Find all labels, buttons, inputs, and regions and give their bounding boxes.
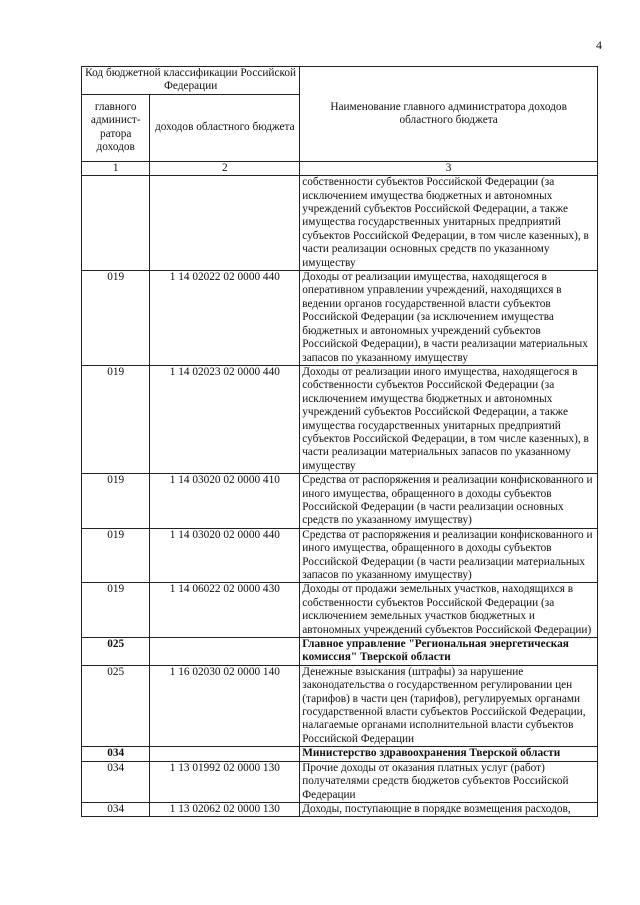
- revenue-name-cell: Главное управление "Региональная энергетическая комиссия" Тверской области: [300, 638, 598, 666]
- admin-code-cell: 019: [82, 365, 150, 473]
- header-name-cell: Наименование главного администратора доходов областного бюджета: [300, 67, 598, 162]
- table-row: [82, 583, 598, 638]
- table-row: [82, 474, 598, 529]
- table-row: [82, 747, 598, 761]
- column-number-3: 3: [300, 161, 598, 175]
- admin-code-cell: 025: [82, 665, 150, 746]
- revenue-code-cell: 1 14 06022 02 0000 430: [150, 583, 300, 638]
- revenue-name-cell: Министерство здравоохранения Тверской области: [300, 747, 598, 761]
- admin-code-cell: 019: [82, 528, 150, 583]
- revenue-name-cell: Доходы от продажи земельных участков, находящихся в собственности субъектов Российской Федерации (за исключением земельных участков бюджетных и автономных учреждений субъектов Российской Федерации): [300, 583, 598, 638]
- table-row: [82, 176, 598, 271]
- revenue-name-cell: собственности субъектов Российской Федерации (за исключением имущества бюджетных и автономных учреждений субъектов Российской Федерации, а также имущества государственных унитарных предприятий субъектов Российской Федерации, в том числе казенных), в части реализации основных средств по указанному имуществу: [300, 176, 598, 271]
- table-row: [82, 665, 598, 746]
- admin-code-cell: 019: [82, 271, 150, 366]
- table-row: [82, 638, 598, 666]
- revenue-code-cell: 1 14 02022 02 0000 440: [150, 271, 300, 366]
- column-number-1: 1: [82, 161, 150, 175]
- revenue-name-cell: Доходы от реализации иного имущества, находящегося в собственности субъектов Российской Федерации (за исключением имущества бюджетных и автономных учреждений субъектов Российской Федерации, а также имущества государственных унитарных предприятий субъектов Российской Федерации, в том числе казенных), в части реализации материальных запасов по указанному имуществу: [300, 365, 598, 473]
- table-row: [82, 528, 598, 583]
- revenue-name-cell: Средства от распоряжения и реализации конфискованного и иного имущества, обращенного в доходы субъектов Российской Федерации (в части реализации основных средств по указанному имуществу): [300, 474, 598, 529]
- admin-code-cell: 019: [82, 474, 150, 529]
- revenue-code-cell: 1 16 02030 02 0000 140: [150, 665, 300, 746]
- header-code-cell: доходов областного бюджета: [150, 94, 300, 161]
- revenue-name-cell: Денежные взыскания (штрафы) за нарушение законодательства о государственном регулировании цен (тарифов) в части цен (тарифов), регулируемых органами государственной власти субъектов Российской Федерации, налагаемые органами исполнительной власти субъектов Российской Федерации: [300, 665, 598, 746]
- revenue-name-cell: Доходы от реализации имущества, находящегося в оперативном управлении учреждений, находящихся в ведении органов государственной власти субъектов Российской Федерации (за исключением имущества бюджетных и автономных учреждений субъектов Российской Федерации), в части реализации материальных запасов по указанному имуществу: [300, 271, 598, 366]
- admin-code-cell: 034: [82, 802, 150, 816]
- revenue-code-cell: 1 13 02062 02 0000 130: [150, 802, 300, 816]
- revenue-code-cell: [150, 747, 300, 761]
- revenue-code-cell: 1 14 03020 02 0000 440: [150, 528, 300, 583]
- revenue-code-cell: [150, 638, 300, 666]
- table-row: [82, 271, 598, 366]
- revenue-name-cell: Доходы, поступающие в порядке возмещения расходов,: [300, 802, 598, 816]
- revenue-code-cell: 1 13 01992 02 0000 130: [150, 761, 300, 802]
- page-number: 4: [596, 38, 602, 52]
- revenue-code-cell: 1 14 02023 02 0000 440: [150, 365, 300, 473]
- table-body: [82, 176, 598, 817]
- header-admin-cell: главного админист-ратора доходов: [82, 94, 150, 161]
- revenue-name-cell: Средства от распоряжения и реализации конфискованного и иного имущества, обращенного в доходы субъектов Российской Федерации (в части реализации материальных запасов по указанному имуществу): [300, 528, 598, 583]
- admin-code-cell: [82, 176, 150, 271]
- admin-code-cell: 034: [82, 747, 150, 761]
- table-row: [82, 365, 598, 473]
- revenue-code-cell: [150, 176, 300, 271]
- budget-classification-table: [81, 66, 598, 817]
- admin-code-cell: 034: [82, 761, 150, 802]
- table-row: [82, 761, 598, 802]
- table-row: [82, 802, 598, 816]
- column-number-2: 2: [150, 161, 300, 175]
- revenue-name-cell: Прочие доходы от оказания платных услуг (работ) получателями средств бюджетов субъектов Российской Федерации: [300, 761, 598, 802]
- admin-code-cell: 025: [82, 638, 150, 666]
- header-group-cell: Код бюджетной классификации Российской Федерации: [82, 67, 300, 95]
- admin-code-cell: 019: [82, 583, 150, 638]
- revenue-code-cell: 1 14 03020 02 0000 410: [150, 474, 300, 529]
